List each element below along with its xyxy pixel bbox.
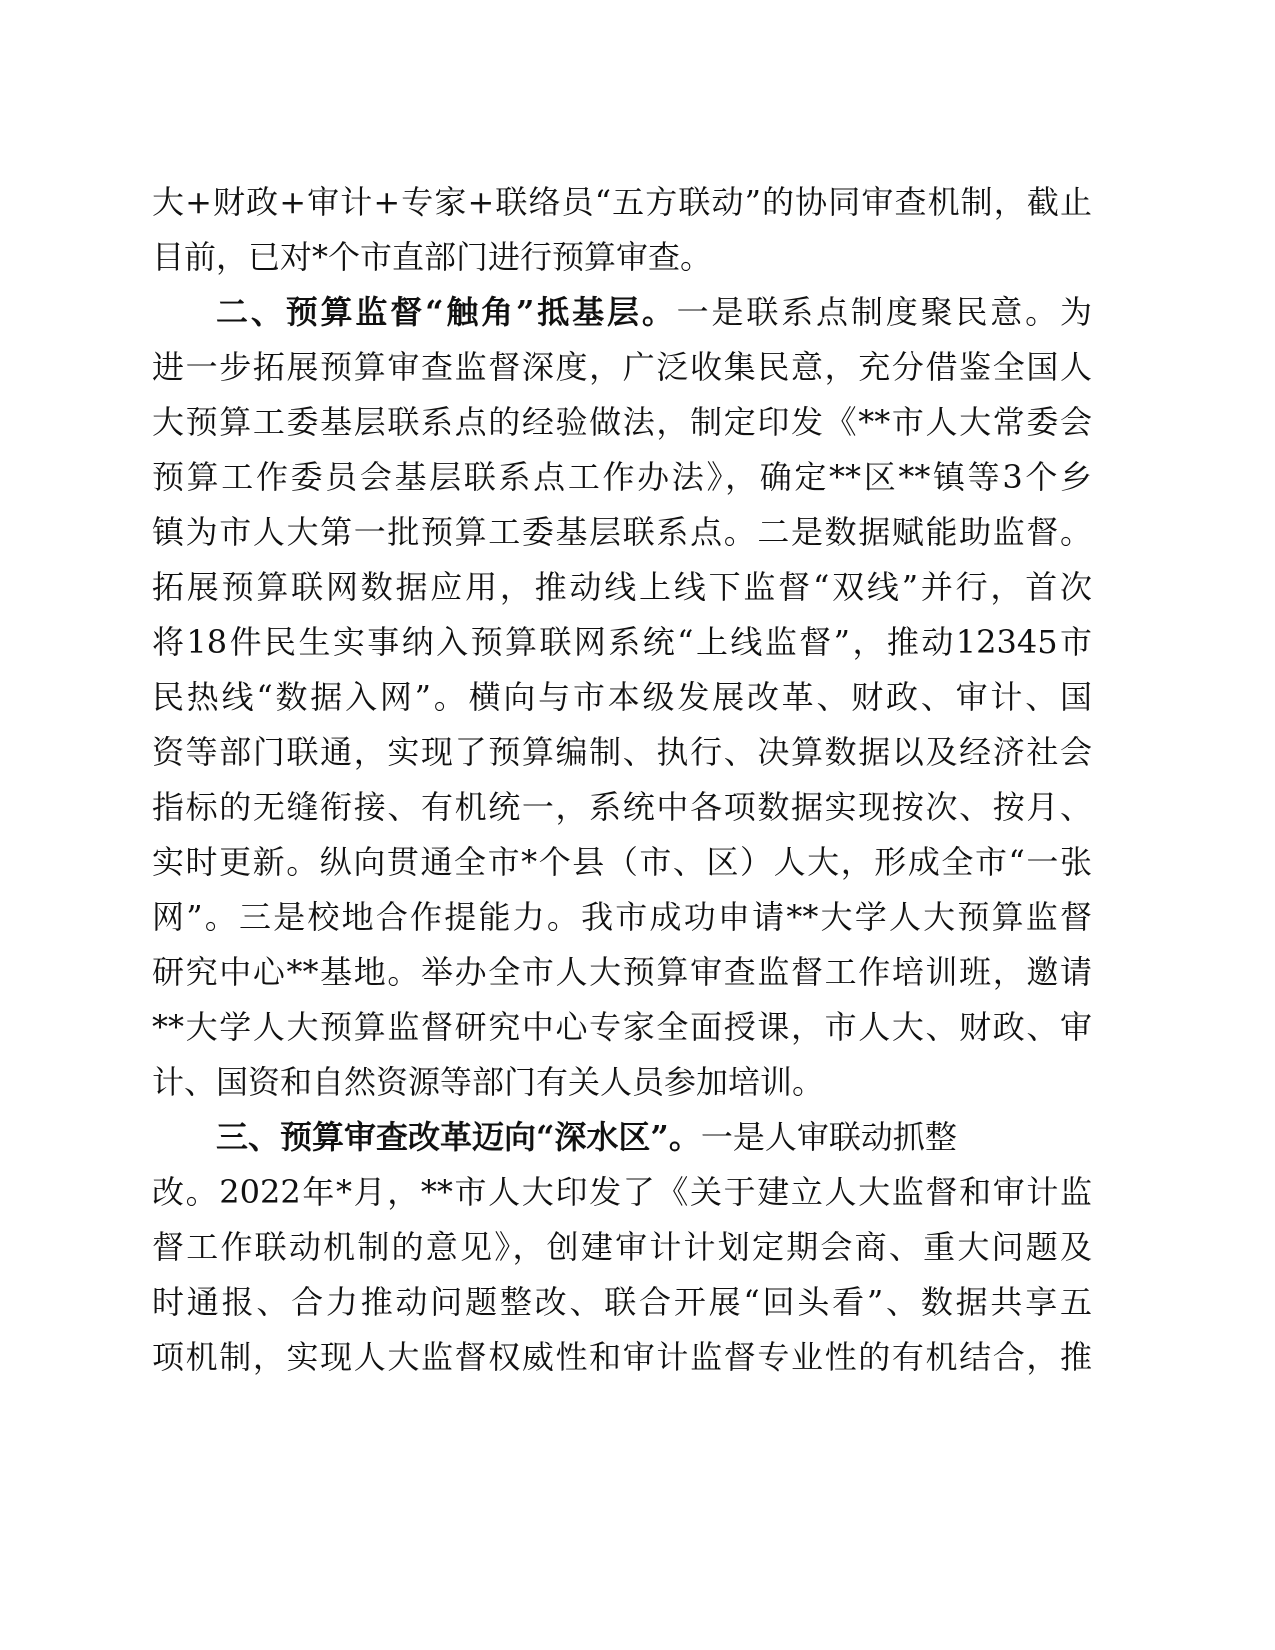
paragraph-2-line: 大预算工委基层联系点的经验做法，制定印发《**市人大常委会	[152, 403, 1092, 441]
paragraph-2-line: 拓展预算联网数据应用，推动线上线下监督“双线”并行，首次	[152, 568, 1092, 606]
paragraph-2-line: 镇为市人大第一批预算工委基层联系点。二是数据赋能助监督。	[152, 513, 1092, 551]
paragraph-2-line: 资等部门联通，实现了预算编制、执行、决算数据以及经济社会	[152, 733, 1092, 771]
paragraph-3-first-line-rest: 一是人审联动抓整	[700, 1118, 957, 1156]
section-heading-2: 二、预算监督“触角”抵基层。	[216, 293, 677, 331]
paragraph-3-line: 督工作联动机制的意见》，创建审计计划定期会商、重大问题及	[152, 1228, 1092, 1266]
section-heading-3: 三、预算审查改革迈向“深水区”。	[216, 1118, 701, 1156]
paragraph-2-line: 实时更新。纵向贯通全市*个县（市、区）人大，形成全市“一张	[152, 843, 1092, 881]
paragraph-3-line: 项机制，实现人大监督权威性和审计监督专业性的有机结合，推	[152, 1338, 1092, 1376]
paragraph-3-first-line	[216, 1115, 1092, 1159]
paragraph-2-first-line-rest: 一是联系点制度聚民意。为	[676, 293, 1092, 331]
paragraph-1-line-1: 大+财政+审计+专家+联络员“五方联动”的协同审查机制，截止	[152, 183, 1092, 221]
paragraph-2-line: 民热线“数据入网”。横向与市本级发展改革、财政、审计、国	[152, 678, 1092, 716]
paragraph-3-line: 时通报、合力推动问题整改、联合开展“回头看”、数据共享五	[152, 1283, 1092, 1321]
paragraph-2-line: 指标的无缝衔接、有机统一，系统中各项数据实现按次、按月、	[152, 788, 1092, 826]
paragraph-2-line: 网”。三是校地合作提能力。我市成功申请**大学人大预算监督	[152, 898, 1092, 936]
paragraph-3-line: 改。2022年*月，**市人大印发了《关于建立人大监督和审计监	[152, 1173, 1092, 1211]
paragraph-2-line: **大学人大预算监督研究中心专家全面授课，市人大、财政、审	[152, 1008, 1092, 1046]
paragraph-1-line-2: 目前，已对*个市直部门进行预算审查。	[152, 238, 713, 276]
paragraph-2-line-last: 计、国资和自然资源等部门有关人员参加培训。	[152, 1063, 825, 1101]
paragraph-2-first-line	[216, 290, 1092, 334]
paragraph-2-line: 研究中心**基地。举办全市人大预算审查监督工作培训班，邀请	[152, 953, 1092, 991]
paragraph-2-line: 进一步拓展预算审查监督深度，广泛收集民意，充分借鉴全国人	[152, 348, 1092, 386]
paragraph-2-line: 将18件民生实事纳入预算联网系统“上线监督”，推动12345市	[152, 623, 1092, 661]
paragraph-2-line: 预算工作委员会基层联系点工作办法》，确定**区**镇等3个乡	[152, 458, 1092, 496]
